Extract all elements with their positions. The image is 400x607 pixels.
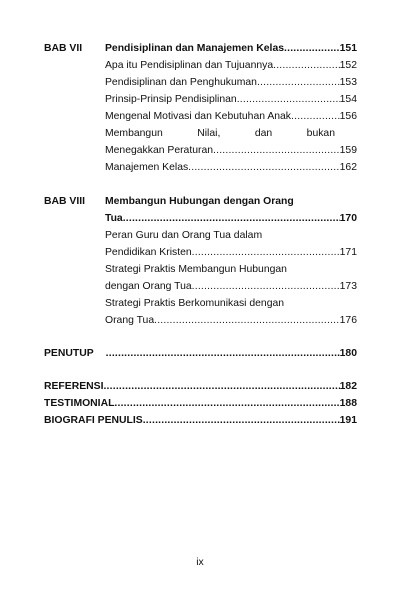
toc-entry[interactable] <box>105 314 357 327</box>
toc-entry-text: REFERENSI <box>44 381 104 392</box>
toc-page-number: 176 <box>339 315 357 326</box>
toc-entry-text: dengan Orang Tua <box>105 281 192 292</box>
toc-entry-text: BIOGRAFI PENULIS <box>44 415 143 426</box>
chapter-label: BAB VIII <box>44 196 85 207</box>
toc-entry-text: Manajemen Kelas <box>105 162 189 173</box>
toc-entry-wrap-line <box>105 297 357 310</box>
toc-entry[interactable] <box>105 110 357 123</box>
toc-entry-text: Strategi Praktis Membangun Hubungan <box>105 264 287 275</box>
toc-entry[interactable] <box>105 93 357 106</box>
toc-back-matter-entry[interactable] <box>44 347 357 360</box>
toc-page-number: 182 <box>339 381 357 392</box>
dot-leader <box>213 144 340 157</box>
toc-entry-text: TESTIMONIAL <box>44 398 115 409</box>
chapter-label: BAB VII <box>44 43 83 54</box>
word: bukan <box>306 128 335 139</box>
toc-page-number: 162 <box>339 162 357 173</box>
dot-leader <box>257 76 340 89</box>
toc-title-text: Pendisiplinan dan Manajemen Kelas <box>105 43 285 54</box>
dot-leader <box>291 110 340 123</box>
toc-entry-text: Prinsip-Prinsip Pendisiplinan <box>105 94 237 105</box>
word: Membangun <box>105 128 163 139</box>
toc-entry[interactable] <box>105 280 357 293</box>
toc-chapter-title-line <box>105 195 357 208</box>
toc-title-text: Tua <box>105 213 123 224</box>
toc-entry[interactable] <box>105 76 357 89</box>
toc-page-number: 151 <box>339 43 357 54</box>
toc-chapter-title[interactable] <box>105 42 357 55</box>
dot-leader <box>114 397 339 410</box>
toc-page-number: 188 <box>339 398 357 409</box>
toc-entry[interactable] <box>105 144 357 157</box>
toc-page-number: 156 <box>339 111 357 122</box>
word: Nilai, <box>197 128 221 139</box>
dot-leader <box>192 280 340 293</box>
toc-entry[interactable] <box>105 161 357 174</box>
toc-entry-text: Pendidikan Kristen <box>105 247 192 258</box>
dot-leader <box>103 380 339 393</box>
toc-entry[interactable] <box>105 59 357 72</box>
toc-page-number: 173 <box>339 281 357 292</box>
dot-leader <box>273 59 340 72</box>
toc-title-text: Membangun Hubungan dengan Orang <box>105 196 294 207</box>
toc-page-number: 154 <box>339 94 357 105</box>
toc-entry-text: Pendisiplinan dan Penghukuman <box>105 77 257 88</box>
toc-entry-text: Strategi Praktis Berkomunikasi dengan <box>105 298 285 309</box>
toc-back-matter-entry[interactable] <box>44 414 357 427</box>
page-number-footer: ix <box>196 557 204 568</box>
toc-chapter-title[interactable] <box>105 212 357 225</box>
toc-entry[interactable] <box>105 246 357 259</box>
toc-page-number: 152 <box>339 60 357 71</box>
toc-entry-text: Menegakkan Peraturan <box>105 145 214 156</box>
toc-entry-wrap-line <box>105 127 335 140</box>
toc-entry-text: PENUTUP <box>44 348 94 359</box>
dot-leader <box>192 246 340 259</box>
toc-entry-wrap-line <box>105 229 357 242</box>
dot-leader <box>143 414 340 427</box>
toc-page-number: 159 <box>339 145 357 156</box>
dot-leader <box>154 314 340 327</box>
toc-entry-wrap-line <box>105 263 357 276</box>
toc-back-matter-entry[interactable] <box>44 397 357 410</box>
toc-page-number: 191 <box>339 415 357 426</box>
toc-page-number: 180 <box>339 348 357 359</box>
toc-entry-text: Mengenal Motivasi dan Kebutuhan Anak <box>105 111 292 122</box>
dot-leader <box>106 347 340 360</box>
word: dan <box>254 128 273 139</box>
dot-leader <box>123 212 340 225</box>
toc-page-number: 153 <box>339 77 357 88</box>
toc-entry-text: Peran Guru dan Orang Tua dalam <box>105 230 263 241</box>
toc-page-number: 170 <box>339 213 357 224</box>
dot-leader <box>237 93 340 106</box>
dot-leader <box>188 161 339 174</box>
toc-back-matter-entry[interactable] <box>44 380 357 393</box>
toc-page-number: 171 <box>339 247 357 258</box>
toc-entry-text: Apa itu Pendisiplinan dan Tujuannya <box>105 60 274 71</box>
toc-entry-text: Orang Tua <box>105 315 155 326</box>
dot-leader <box>284 42 340 55</box>
